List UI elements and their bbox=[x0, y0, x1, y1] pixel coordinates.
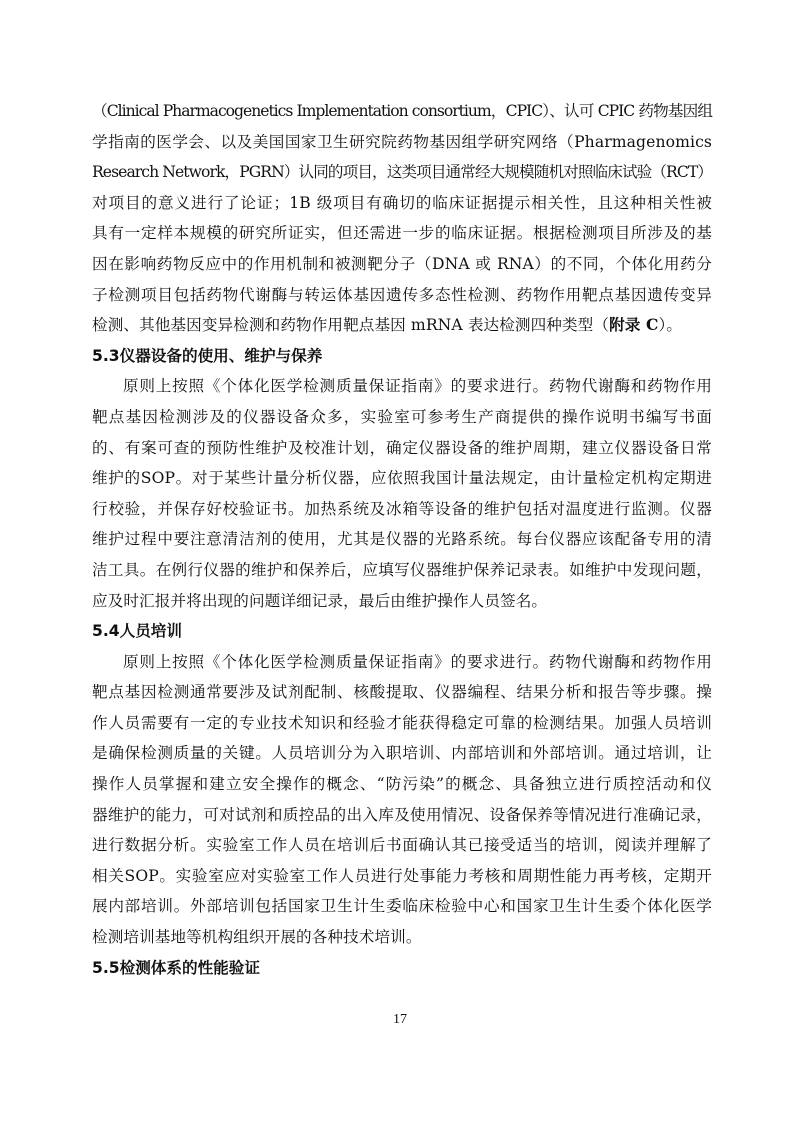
text-line: 是确保检测质量的关键。人员培训分为入职培训、内部培训和外部培训。通过培训，让 bbox=[92, 744, 712, 763]
text-line: 学指南的医学会、以及美国国家卫生研究院药物基因组学研究网络（Pharmagenomics bbox=[92, 132, 712, 151]
text-line: 原则上按照《个体化医学检测质量保证指南》的要求进行。药物代谢酶和药物作用 bbox=[123, 377, 712, 396]
text-line: 靶点基因检测通常要涉及试剂配制、核酸提取、仪器编程、结果分析和报告等步骤。操 bbox=[92, 683, 712, 702]
text-segment: 检测、其他基因变异检测和药物作用靶点基因 mRNA 表达检测四种类型（ bbox=[92, 316, 610, 335]
paragraph-staff-training bbox=[92, 647, 712, 953]
section-heading-5-4: 5.4人员培训 bbox=[92, 622, 182, 641]
text-line: 进行数据分析。实验室工作人员在培训后书面确认其已接受适当的培训，阅读并理解了 bbox=[92, 836, 712, 855]
paragraph-equipment-maintenance bbox=[92, 371, 712, 616]
section-heading-5-3: 5.3仪器设备的使用、维护与保养 bbox=[92, 346, 323, 365]
text-line: 维护的SOP。对于某些计量分析仪器，应依照我国计量法规定，由计量检定机构定期进 bbox=[92, 469, 712, 488]
appendix-c-reference: 附录 C bbox=[609, 315, 659, 335]
section-heading-5-5: 5.5检测体系的性能验证 bbox=[92, 958, 260, 977]
text-line: 对项目的意义进行了论证；1B 级项目有确切的临床证据提示相关性，且这种相关性被 bbox=[92, 193, 712, 212]
text-line: 维护过程中要注意清洁剂的使用，尤其是仪器的光路系统。每台仪器应该配备专用的清 bbox=[92, 530, 712, 549]
text-segment: ）。 bbox=[658, 316, 683, 335]
text-line: 相关SOP。实验室应对实验室工作人员进行处事能力考核和周期性能力再考核，定期开 bbox=[92, 866, 712, 885]
text-line: 器维护的能力，可对试剂和质控品的出入库及使用情况、设备保养等情况进行准确记录， bbox=[92, 805, 712, 824]
text-line: 的、有案可查的预防性维护及校准计划，确定仪器设备的维护周期，建立仪器设备日常 bbox=[92, 438, 712, 457]
text-line bbox=[92, 310, 712, 341]
text-line: 行校验，并保存好校验证书。加热系统及冰箱等设备的维护包括对温度进行监测。仪器 bbox=[92, 499, 712, 518]
text-line: 作人员需要有一定的专业技术知识和经验才能获得稳定可靠的检测结果。加强人员培训 bbox=[92, 713, 712, 732]
text-line: （Clinical Pharmacogenetics Implementation consortium，CPIC）、认可 CPIC 药物基因组 bbox=[92, 102, 712, 120]
text-line: 应及时汇报并将出现的问题详细记录，最后由维护操作人员签名。 bbox=[92, 591, 548, 610]
text-line: 检测培训基地等机构组织开展的各种技术培训。 bbox=[92, 928, 422, 947]
text-line: 因在影响药物反应中的作用机制和被测靶分子（DNA 或 RNA）的不同，个体化用药分 bbox=[92, 254, 712, 273]
text-line: 原则上按照《个体化医学检测质量保证指南》的要求进行。药物代谢酶和药物作用 bbox=[123, 652, 712, 671]
text-line: 操作人员掌握和建立安全操作的概念、“防污染”的概念、具备独立进行质控活动和仪 bbox=[92, 775, 712, 794]
text-line: 靶点基因检测涉及的仪器设备众多，实验室可参考生产商提供的操作说明书编写书面 bbox=[92, 407, 712, 426]
paragraph-cpic-levels bbox=[92, 96, 712, 341]
text-line: Research Network，PGRN）认同的项目，这类项目通常经大规模随机对照临床试验（RCT） bbox=[92, 163, 712, 182]
text-line: 子检测项目包括药物代谢酶与转运体基因遗传多态性检测、药物作用靶点基因遗传变异 bbox=[92, 285, 712, 304]
text-line: 洁工具。在例行仪器的维护和保养后，应填写仪器维护保养记录表。如维护中发现问题， bbox=[92, 560, 712, 579]
text-line: 具有一定样本规模的研究所证实，但还需进一步的临床证据。根据检测项目所涉及的基 bbox=[92, 224, 712, 243]
text-line: 展内部培训。外部培训包括国家卫生计生委临床检验中心和国家卫生计生委个体化医学 bbox=[92, 897, 712, 916]
page-number: 17 bbox=[393, 1012, 407, 1027]
page-body bbox=[92, 96, 712, 983]
